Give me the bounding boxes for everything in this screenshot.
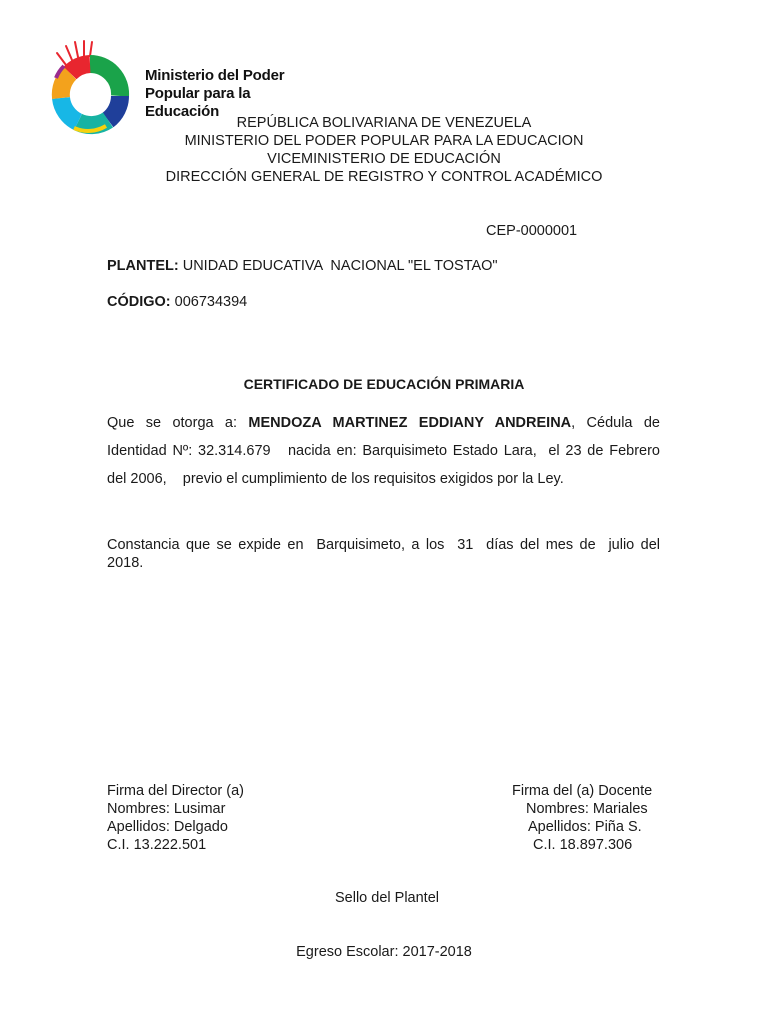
egreso-escolar: Egreso Escolar: 2017-2018: [296, 944, 472, 960]
header-viceministry: VICEMINISTERIO DE EDUCACIÓN: [267, 151, 501, 167]
logo-line-1: Ministerio del Poder: [145, 67, 285, 84]
body-intro: Que se otorga a:: [107, 415, 249, 431]
logo-line-2: Popular para la: [145, 85, 251, 102]
certificate-body: [107, 409, 660, 493]
director-ci: C.I. 13.222.501: [107, 837, 207, 853]
docente-ci: C.I. 18.897.306: [533, 837, 633, 853]
constancia-line-1: Constancia que se expide en Barquisimeto, a los 31 días del mes de julio del: [107, 537, 660, 553]
director-nombres: Nombres: Lusimar: [107, 801, 226, 817]
codigo-label: CÓDIGO:: [107, 294, 171, 310]
certificate-title: CERTIFICADO DE EDUCACIÓN PRIMARIA: [243, 376, 525, 392]
director-apellidos: Apellidos: Delgado: [107, 819, 228, 835]
sello-plantel: Sello del Plantel: [335, 890, 439, 906]
plantel-label: PLANTEL:: [107, 258, 179, 274]
body-line-1: [107, 409, 660, 437]
director-signature-title: Firma del Director (a): [107, 783, 244, 799]
body-after-name: , Cédula de: [571, 415, 660, 431]
header-direction: DIRECCIÓN GENERAL DE REGISTRO Y CONTROL ACADÉMICO: [165, 169, 603, 185]
header-republic: REPÚBLICA BOLIVARIANA DE VENEZUELA: [236, 115, 532, 131]
codigo-value: 006734394: [170, 294, 248, 310]
certificate-number: CEP-0000001: [486, 223, 578, 239]
docente-signature-block: [512, 782, 652, 854]
docente-nombres: Nombres: Mariales: [526, 801, 648, 817]
student-name: MENDOZA MARTINEZ EDDIANY ANDREINA: [248, 415, 572, 431]
logo-line-3: Educación: [145, 103, 220, 120]
header-ministry: MINISTERIO DEL PODER POPULAR PARA LA EDUCACION: [184, 133, 584, 149]
plantel-value: UNIDAD EDUCATIVA NACIONAL "EL TOSTAO": [178, 258, 498, 274]
plantel-line: [107, 257, 498, 275]
body-line-2: Identidad Nº: 32.314.679 nacida en: Barquisimeto Estado Lara, el 23 de Febrero: [107, 443, 660, 459]
constancia-line-2: 2018.: [107, 555, 144, 571]
body-line-3: del 2006, previo el cumplimiento de los requisitos exigidos por la Ley.: [107, 471, 564, 487]
docente-apellidos: Apellidos: Piña S.: [528, 819, 642, 835]
codigo-line: [107, 293, 247, 311]
ministry-logo-text: [145, 67, 284, 121]
constancia: [107, 536, 660, 572]
director-signature-block: [107, 782, 244, 854]
docente-signature-title: Firma del (a) Docente: [512, 783, 653, 799]
